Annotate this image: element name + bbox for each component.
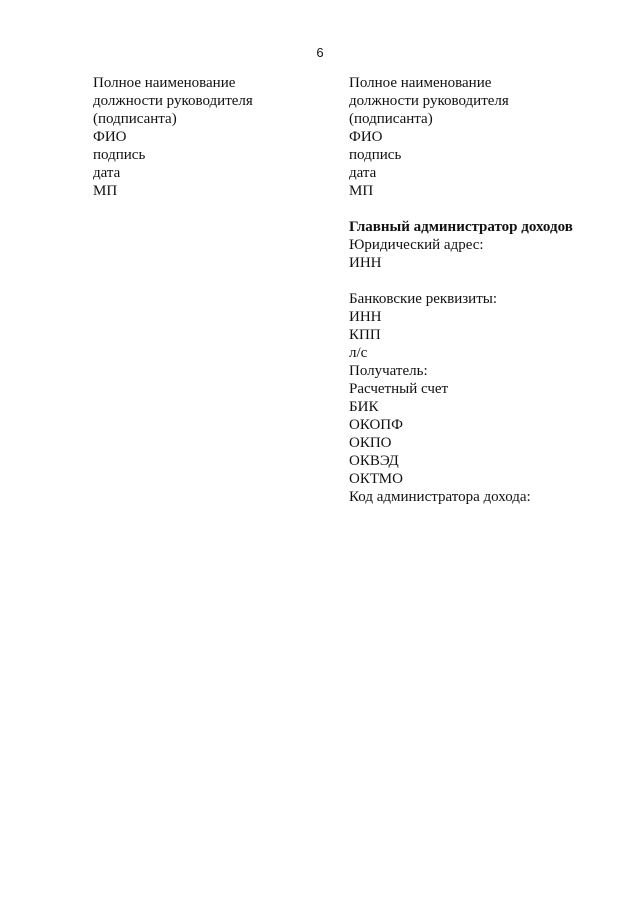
date-label: дата bbox=[349, 165, 377, 181]
fio-label: ФИО bbox=[93, 129, 127, 145]
personal-account-label: л/с bbox=[349, 345, 368, 361]
left-signature-block bbox=[93, 74, 323, 200]
kpp-label: КПП bbox=[349, 327, 381, 343]
settlement-account-label: Расчетный счет bbox=[349, 381, 449, 397]
inn-label-top: ИНН bbox=[349, 255, 382, 271]
signature-label: подпись bbox=[93, 147, 146, 163]
spacer bbox=[349, 200, 599, 218]
okopf-label: ОКОПФ bbox=[349, 417, 403, 433]
okpo-label: ОКПО bbox=[349, 435, 392, 451]
seal-label: МП bbox=[93, 183, 118, 199]
revenue-admin-title: Главный администратор доходов bbox=[349, 219, 573, 235]
right-signature-block bbox=[349, 74, 599, 506]
recipient-label: Получатель: bbox=[349, 363, 428, 379]
spacer bbox=[349, 272, 599, 290]
inn-label: ИНН bbox=[349, 309, 382, 325]
fio-label: ФИО bbox=[349, 129, 383, 145]
legal-address-label: Юридический адрес: bbox=[349, 237, 484, 253]
bik-label: БИК bbox=[349, 399, 379, 415]
position-title-line-3: (подписанта) bbox=[93, 111, 177, 127]
oktmo-label: ОКТМО bbox=[349, 471, 403, 487]
position-title-line-2: должности руководителя bbox=[349, 93, 509, 109]
bank-details-label: Банковские реквизиты: bbox=[349, 291, 498, 307]
date-label: дата bbox=[93, 165, 121, 181]
okved-label: ОКВЭД bbox=[349, 453, 399, 469]
position-title-line-2: должности руководителя bbox=[93, 93, 253, 109]
position-title-line-1: Полное наименование bbox=[349, 75, 492, 91]
signature-label: подпись bbox=[349, 147, 402, 163]
seal-label: МП bbox=[349, 183, 374, 199]
position-title-line-3: (подписанта) bbox=[349, 111, 433, 127]
position-title-line-1: Полное наименование bbox=[93, 75, 236, 91]
admin-code-label: Код администратора дохода: bbox=[349, 489, 531, 505]
page-number: 6 bbox=[316, 45, 324, 60]
